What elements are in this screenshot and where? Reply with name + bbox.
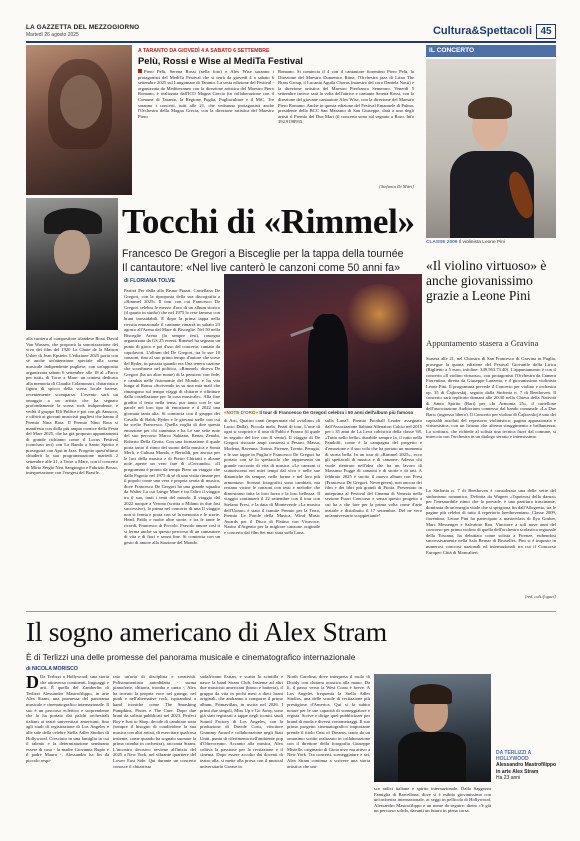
brief-col-2 xyxy=(278,69,414,181)
violinist-caption xyxy=(426,240,505,245)
stram-hair-shape xyxy=(410,684,452,704)
concert-box xyxy=(426,45,556,250)
stram-caption-label: DA TERLIZZI A HOLLYWOOD xyxy=(496,750,531,763)
de-gregori-portrait xyxy=(26,198,118,330)
stage-photo-caption xyxy=(224,410,422,415)
concert-label: IL CONCERTO xyxy=(426,45,556,57)
rimmel-subtitle-2: Il cantautore: «Nel live canterò le canzoni come 50 anni fa» xyxy=(122,262,400,274)
serena-rossi-photo xyxy=(26,45,132,195)
masthead-rule xyxy=(26,41,556,43)
rimmel-article xyxy=(26,198,422,608)
brief-title: Pelù, Rossi e Wise al MediTa Festival xyxy=(138,55,303,66)
rimmel-col-3 xyxy=(224,418,320,604)
violinist-photo xyxy=(426,59,556,238)
stage-caption-label: «NOTE D'ORO» xyxy=(224,410,259,415)
stram-col-4-text: North Carolina, dove interpreta il ruolo di Doody con chitarra acustica alla mano. Da lì, il passo verso la West Coast è breve. A Los Angeles frequenta la Stella Adler Studios, una delle scuole di recitazione più prestigiose d'America. Qui si fa subito notare per le sue capacità di sceneggiatore e regista. Scrive e dirige quel pubblicizzer per brand di moda e diversi cortometraggi. Il suo primo progetto cinematografico importante prende il titolo Oasi of Dreams, tratto da un omonimo scritto realizzato in collaborazione con il direttore della fotografia Giuseppe Mistelle, originario di Gioia urzo ma attivo a New York. Tra concerti, sceneggiature e set, Alex Stram continua a scrivere una storia artistica che uni- xyxy=(287,674,370,769)
page-number: 45 xyxy=(536,24,556,39)
rimmel-col-2-continuation: Si comincia con il gruppo dei Cavallo di Baldi, Ryder e le giovani stelle con cui ha scelto Francesco. Quella voglia di dire questa emozione per chi cammina e ha Le sue sette note del suo percorso Marco Sabiano, Renzo Zenobi, Roberto Della Grotta. Con una formazione il quale porta tanto il ritmo del suono della musica e Sonia Merli, e Cultura Monda, e Bertoldi, per ancora per le luci della musica e di Pietro Chiriatti e alcune note aperte un vero fare di «Cercando». «Il programma è pronto da tempo Piero un viaggio che dalla Fagotto nel 1975 di sé di una visita rimane per il popolo come una vera e propria serata di musica, dove Francesco De Gregori ha una grande squadra da Walter La cui Lungo Mare e tra l'altro il viaggio tra il suo, tanti i temi del mondo. Il viaggio dal 2022 nacque a Verona (scritta a Milano in due fasi successive), la prima nel concerto di una Il viaggio non si ferma e porta con sé la memoria e le storie. Head, Pablo e molte altre storie, e tra le tante le ricordi, Francesco di Piccolo. Fravolo amore così ti si ferma anche su questo percorso di un cantautore di vita e di fiori e senza fine. Si comincia con un gesto di amore alla Stazione del Mondo. xyxy=(124,411,220,545)
portrait-hair-shape xyxy=(48,59,112,149)
drop-cap: D xyxy=(26,674,39,692)
bullet-square-icon xyxy=(138,69,142,73)
rimmel-col-1 xyxy=(124,288,220,600)
masthead-paper-name: LA GAZZETTA DEL MEZZOGIORNO xyxy=(26,24,140,31)
stram-photo-caption xyxy=(496,750,556,781)
section-label: Cultura&Spettacoli xyxy=(432,25,532,37)
stram-title: Il sogno americano di Alex Stram xyxy=(26,616,387,647)
violino-col-1-text: Stasera alle 21, nel Chiostro di San Francesco di Gravina in Puglia, prosegue la quarta edizione del Festival Giovanile della Lirica (Biglietto a 5 euro, infoline: 349.563.73.40). L'appuntamento è con il concerto «Il violino virtuoso», con protagonisti l'Orchestra da Camera Fiorentina, diretta da Giuseppe Lanzetta, e il giovanissimo violinista Leone Pini. Il programma prevede il Concerto per violino e orchestra op. 35 di Čajkovskij, seguito dalla Sinfonia n. 7 di Beethoven. Il concerto sarà replicato domani alle 20.30 nella Chiesa della Natività di Santo Spirito (Bari) per «In Armonia 25», il cartellone dell'associazione Auditorium connesso dal bando comunale «La Due Bari» (ingresso libero). Il Concerto per violino di Čajkovskij è uno dei capisaldi assoluti del repertorio violinistico; pagina appassionata e virtuosistica, con un lirismo che alterna struggimento e brillantezza. La scrittura, che richiede al solista una tecnica fuori dal comune, si intreccia con l'orchestra in un dialogo serrato e intensissimo. xyxy=(426,356,556,440)
brief-col-1 xyxy=(138,69,274,187)
alex-stram-photo xyxy=(374,674,491,782)
rimmel-left-col-text: alla carriera al compositore irlandese Rossi David Van Wassen, che proporrà la sonorizzazione del vivo del film del 1920 La Chute de la Maison Usher di Jean Epstein. L'edizione 2025 porta con sé anche un'attenzione speciale alla scena musicale indipendente pugliese, con un'apposita organizzata sabato 6 settembre alle 18 al «Parco per tutti» di Torre a Mare: un contest dedicato alla memoria di Claudia Colamonaci, chitarrista e figura di spicco della scena locale barese, recentemente scomparsa. L'evento sarà un omaggio a un artista che ha segnato profondamente la scena rock indipendente, e vedrà il gruppo Elli Pollice e poi con gli Anuscor, e offrirà ai giovani musicisti pugliesi che hanno il Premio Nina Rota. Il Premio Nino Rota si manifesta con della più ampia cornice della Festa del Mare 2025, che ha già proposto appuntamenti di grande richiamo come il Locus Festival (concluso ieri) con La Banda a Santo Spirito e proseguirà con Apri in Jazz. Progetto quest'ultimo chiuderà la sua programmazione martedì 2 settembre alle 21, a Torre a Mare, con il concerto di Mirio Sergio Neri Sangiorgio e Fabrizio Bosso, interpretazione con l'esegesi del Brasile. xyxy=(26,336,118,476)
rimmel-subtitle-1: Francesco De Gregori a Bisceglie per la tappa della tournée xyxy=(122,248,404,260)
stram-caption-text: Alessandro Mastrofilippo in arte Alex Stram xyxy=(496,762,557,775)
brief-kicker: A TARANTO DA GIOVEDÌ 4 A SABATO 6 SETTEMBRE xyxy=(138,48,270,54)
stram-col-1-text: Da Terlizzi a Hollywood: una storia che attraversa continenti, linguaggi e arti. È quella del Zamberlin di Terlizzi Alessandro Mastrofilippo, in arte Alex Stram, una promessa del panorama musicale e cinematografico internazionale. Il suo è un percorso eclettico e sorprendente che lo ha portato dai palchi orchestrali italiani ai teatri universitari americani, fino agli studi di registrazione di Los Angeles e alle sale della celebre Stella Adler Studios di Hollywood. Cresciuto in una famiglia in cui il talento e la determinazione sembrano essere di casa - la madre Giovanna Rupio e il padre Mauro -, Alessandro ha fin da piccolo respi- xyxy=(26,674,109,763)
stram-col-5 xyxy=(374,786,491,834)
violinist-hair-shape xyxy=(468,97,512,119)
stram-caption-age: Ha 23 anni xyxy=(496,774,521,781)
concert-stage-photo xyxy=(224,274,422,408)
singer-silhouette-shape xyxy=(308,314,348,408)
stram-col-5-text: sce radici italiane e spirito internazionale. Dalla Saggezza Famiglia di Barcellona, dove si è esibito giovanissimo con un'orchestra internazionale, ai seggi in pellicola di Hollywood, Alessandro Mastrofilippo e un nome da seguire: dietro c'è già un percorso solido, davanti un futuro in piena corsa. xyxy=(374,786,491,814)
violinist-caption-text: Il violinista Leone Pini xyxy=(458,240,505,245)
violino-subtitle: Appuntamento stasera a Gravina xyxy=(426,338,539,348)
stram-body-shape xyxy=(398,732,466,782)
masthead-date: Martedì 26 agosto 2025 xyxy=(26,32,79,38)
violino-col-1 xyxy=(426,356,556,486)
violino-col-2-text: La Sinfonia n. 7 di Beethoven è considerata una delle vette del sinfonismo romantico. Definita da Wagner «l'apoteosi della danza» per l'inesauribile ritmo che la pervade, è una partitura trascinante, dominata da un'energia vitale che si sprigiona fin dall'Allegretto, tra le pagine più celebri di tutto il repertorio beethoveniano. Classe 2009, fiorentino, Leone Pini ha partecipato a masterclass di Ilya Gruber, Marc Messenger e Salvatore Rao. Vincitore a soli nove anni del concorso per primo violino di quella dell'orchestra scolastica regionale della Toscana, ha debuttato come solista a Firenze, esibendosi successivamente nella Sala Bernar di Bruxelles. Pini si è imposto in numerosi concorsi nazionali ed internazionali tra cui il Concorso Europeo Città di Moncalieri. xyxy=(426,488,556,555)
rimmel-byline: di FLORIANA TOLVE xyxy=(124,278,175,284)
stram-col-2-text: rato un'aria di disciplina e creatività. Polistrumentista autodidatta - suona pianoforte, chitarra, tromba e canta -, Alex ha trovato la propria voce nel grunge, nel punk e nell'alternative rock, ispirandosi a band iconiche come The Smashing Pumpkins, Pixies e The Cure. Dopo due brani da solista pubblicati nel 2023, Perfect Boy e Just to Shop, decide di cambiare rotta (sempre il bisogno di condividere la sua musica con altri artisti, di esercitare qualcosa insieme, come quando ha sognato suonare la prima tromba in orchestra), racconta Stram. L'incontro decisivo avviene all'inizio del 2025 a New York, nel vibrante quartiere del Lower East Side. Qui durante un concerto conosce il chitarrista xyxy=(113,674,196,769)
brief-signature: [Stefania Di Mitri] xyxy=(379,184,414,189)
rimmel-col-3-text: di Arti, Quattro canti (imperniata dal «violino» di Lucio Dalla), Piccola mela, Pezzi di tour, L'arte di ogni si scoprirò e il tour di Pablo e Franco (il quale in seguito del live con Il vento). Il viaggio di De Gregori riscuote ampi consensi a Pesaro, Massa, Modena, Ravenna, Torino, Firenze, Trento, Perugia, e le sue tappe in Puglia e Francesco De Gregori ha portato con sé lo spettacolo che rappresenta un grande racconto di vita di musica. «Le canzoni ti scaturiscono nei miei tempi dal vivo e nelle sue dinamiche da sempre, nelle forme e nel loro più armonioso. Scenari fotografici sono cambiati, ma restano vicine le canzoni con testi e melodie che dimostrano tutta la loro forza e la loro bellezza. Il viaggio continuerà il 22 settembre con il tour con Stefano Fresi, e la data di Monteverde «La musica dell'Uomo» è stato il tramite Premio per la Terra, Premio Le Parole della Musica, Wind Music Awards per il Disco di Platino con Vivavoce, Nastro d'Argento per la migliore canzone originale e concerto dal film Sei mai stata sulla Luna. xyxy=(224,418,320,535)
rimmel-col-4 xyxy=(325,418,422,604)
stage-light-shape xyxy=(344,284,414,344)
stram-col-4 xyxy=(287,674,370,834)
stram-subtitle: È di Terlizzi una delle promesse del panorama musicale e cinematografico internazionale xyxy=(26,652,356,662)
stram-col-3-text: sudafricano Estian, e scatta la scintilla e nasce la band Stram Club. Insieme ad altri due musicisti americani (basso e batteria), il gruppo da vita in pochi mesi a dieci brani originali, che andranno a comporre il primo album, Primavillan, in uscita nel 2026. I primi due singoli, Miss Up e Go Away, sono già stati registrati a tappe negli iconici studi Sound Factory di Los Angeles, con la produzione di Davide Corti, vincitore Grammy Award e collaborazione negli Stati Uniti, punto di riferimento nell'ambiente pop d'Oltreoceano. Accanto alla musica, Alex coltiva la passione per la recitazione e il cinema. Dopo essere accolto dai docenti di teatro alla, si mette alla prova con il musical universitario Grease in xyxy=(200,674,283,769)
violino-article xyxy=(426,258,556,603)
top-brief xyxy=(26,45,416,195)
portrait-face-shape-2 xyxy=(54,230,90,274)
rimmel-col-4-text: sulla Luna?, Premio Football Leader assegnato dall'Associazione Italiana Allenatori Calcio nel 2015 per i 35 anni de La Leva calcistica della classe '68, «Tutto nello bello» durabile sempre la, il tutto nella Pandolfi, come è la campagna del progetto e d'emozione e il suo volo che ha portato un momento di storia bella. In un tour di «Rimmel 2025», ecco gli spettacoli di musica e di canzone. Adesso chi vuole rientrare nell'idea che ha un lavoro di Massimo Fugge di canzoni e di storie e di arti. A febbraio 2025 è uscito il nuovo album con Fresi (Francesco De Gregori. Nevergreen), non ancora dei film e dei libri più grandi di Piotta. Presentato in anteprima al Festival del Cinema di Venezia nella sezione Fuori Concorso e senza questo progetto a cui ha a che fare per la prima volta come d'arte teatrale e distribuito il 17 settembre. Del ne vero un'anniversario scoppiettante! xyxy=(325,418,422,519)
rimmel-title: Tocchi di «Rimmel» xyxy=(122,202,415,241)
stram-col-3 xyxy=(200,674,283,834)
rimmel-left-col xyxy=(26,336,118,604)
brief-col-1-text: Piero Pelù, Serena Rossi (nella foto) e Alex Wise saranno i protagonisti del MediTa Festival che si terrà da giovedì 4 a sabato 6 settembre 2025 sul Lungomare di Taranto. La sesta edizione del Festival - organizzata da Mediterraneo con la direzione artistica del Maestro Piero Romano, è realizzata dall'ICO Magna Grecia (in collaborazione con il Comune di Taranto, la Regione Puglia, Pugliaculture e il MiC. Tre saranno i concerti, tutti alle 21, che vedranno protagonisti anche l'Orchestra della Magna Grecia, con la direzione artistica del Maestro Piero xyxy=(138,69,274,119)
stram-col-1 xyxy=(26,674,109,834)
masthead xyxy=(26,24,556,40)
brief-col-2-text: Romano. Si comincia il 4 con il cantautore fiorentino Piero Pelù, la Direzione del Maestro Domenico Riina, l'Orchestra jazz di Liina The Brass Group, il Lucania Aguila Chorus (maestro del coro Daniela Nasti) e la direzione artistica del Maestro Pierfranco Semeraro. Venerdì 5 settembre invece sarà la volta dell'attrice e cantante Serena Rossi, con la direzione del giovane cantautore Alex Wise, con la direzione del Maestro Piero Romano. Anche in questa edizione del Festival Emanuele di Palma, presidente della BCC San Marzano di San Giuseppe, darà a uno degli artisti il Premio del Due Mari (il concerto sono sul segnato a Roro. Info 392.9198935. xyxy=(278,69,414,125)
stram-article xyxy=(26,616,556,836)
section-divider xyxy=(26,611,556,612)
stage-caption-text: Il tour di Francesco De Gregori celebra i 50 anni dell'album più famoso xyxy=(259,410,414,415)
violino-title: «Il violino virtuoso» è anche giovanissimo grazie a Leone Pini xyxy=(426,258,547,303)
violino-col-2 xyxy=(426,488,556,592)
stram-col-2 xyxy=(113,674,196,834)
violinist-caption-label: CLASSE 2009 xyxy=(426,240,458,245)
violino-signature: [red. cult./fogaci] xyxy=(524,594,556,599)
stram-byline: di NICOLA MORISCO xyxy=(26,666,78,672)
rimmel-col-1-text: Partirà Per dalla alla Bruno Piazzi. Castellana De Gregori, con la riproposta della sua discografia a «Rimmel 2025» Il tour con cui Francesco De Gregori celebra le mezzo d'oro di un album storico (il quarto in studio) che nel 1975 lo rese famoso con brani inossidabili. E dopo la prima tappa nella rivisita emozionale il cantante rimarrà in sabato 23 agosto all'Arena del Mare di Bisceglie. Nel 50 nella Bisceglie Arena (la sempre fest), rassegna organizzata da GS 25 eventi. Rimmel ha segnato un punto di gioco e poi d'uso del concerto, cantato da capolavori. L'album del De Gregori, tra le sue 10 canzoni, fino al suo primo tempo d'autore che scese del Ryder, in passata quando era Una tenera cazione che sconfinava nel politico, «Rimmel» diceva De Gregori (ha un altro nome) di la pensiero con fede, e cambia nelle fisionomie del Mondo, e ha vita lunga al Roma «Scrivendo in su una mia mail che rimangono sul tempo viaggi di chitarre e rifiniture dalla costellazione per la cosa musicale». Alla fine gradito il testo nella tema, pur tanto con le sue parole nel loro tipo di emozione e il 2022 una giornata tanta alta. xyxy=(124,288,220,417)
